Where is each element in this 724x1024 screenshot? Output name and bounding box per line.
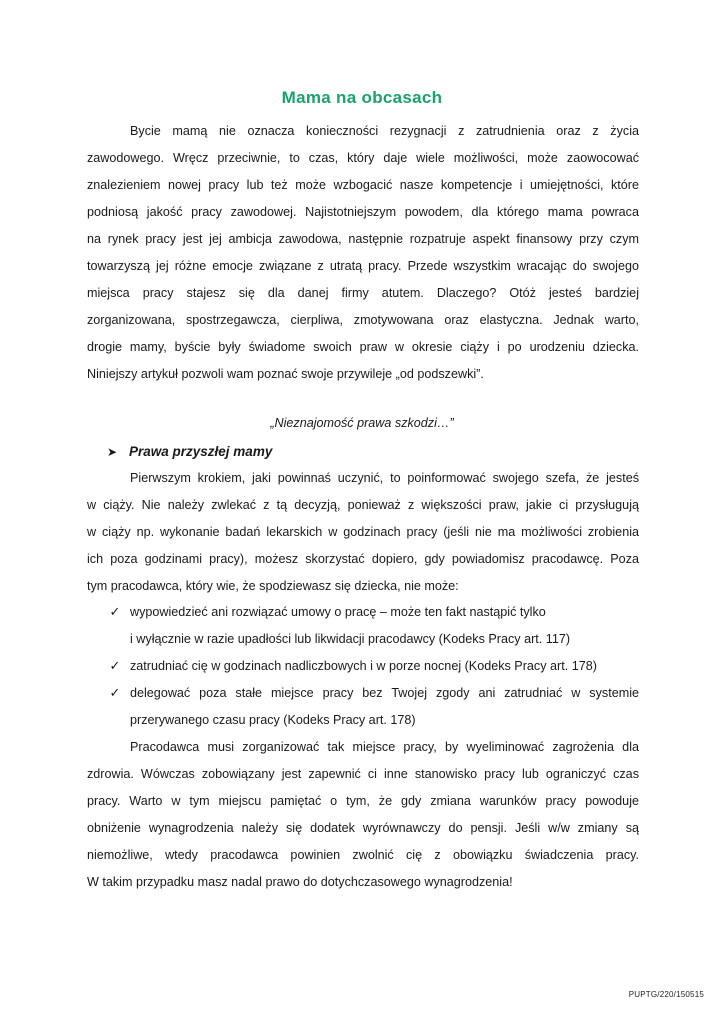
closing-line: pracy. Warto w tym miejscu pamiętać o tym, że gdy zmiana warunków pracy powoduje (87, 794, 639, 808)
section-subtitle: „Nieznajomość prawa szkodzi…” (270, 416, 454, 430)
bullet-line: i wyłącznie w razie upadłości lub likwidacji pracodawcy (Kodeks Pracy art. 117) (130, 632, 571, 646)
checkmark-icon: ✓ (109, 604, 121, 619)
intro-line: Niniejszy artykuł pozwoli wam poznać swoje przywileje „od podszewki”. (87, 367, 484, 381)
intro-line: miejsca pracy stajesz się dla danej firmy atutem. Dlaczego? Otóż jesteś bardziej (87, 286, 639, 300)
intro-line: podniosą jakość pracy zawodowej. Najistotniejszym powodem, dla którego mama powraca (87, 205, 639, 219)
intro-line: znalezieniem nowej pracy lub też może wzbogacić nasze kompetencje i umiejętności, które (87, 178, 639, 192)
bullet-line: zatrudniać cię w godzinach nadliczbowych i w porze nocnej (Kodeks Pracy art. 178) (130, 659, 597, 673)
bullet-line: przerywanego czasu pracy (Kodeks Pracy art. 178) (130, 713, 416, 727)
section-line: tym pracodawca, który wie, że spodziewasz się dziecka, nie może: (87, 579, 459, 593)
closing-line: zdrowia. Wówczas zobowiązany jest zapewnić ci inne stanowisko pracy lub ograniczyć czas (87, 767, 639, 781)
arrow-bullet-icon: ➤ (107, 445, 118, 459)
intro-line: towarzyszą jej różne emocje związane z utratą pracy. Przede wszystkim wracając do swojego (87, 259, 639, 273)
section-line: w ciąży np. wykonanie badań lekarskich w godzinach pracy (jeśli nie ma możliwości zrobienia (87, 525, 639, 539)
closing-line: niemożliwe, wtedy pracodawca powinien zwolnić cię z obowiązku świadczenia pracy. (87, 848, 639, 862)
intro-line: na rynek pracy jest jej ambicja zawodowa, następnie rozpatruje aspekt finansowy przy czym (87, 232, 639, 246)
checkmark-icon: ✓ (109, 685, 121, 700)
checkmark-icon: ✓ (109, 658, 121, 673)
section-heading-text: Prawa przyszłej mamy (129, 444, 273, 459)
section-line: w ciąży. Nie należy zwlekać z tą decyzją, ponieważ z większości praw, jakie ci przysługują (87, 498, 639, 512)
intro-line: Bycie mamą nie oznacza konieczności rezygnacji z zatrudnienia oraz z życia (130, 124, 639, 138)
closing-line: Pracodawca musi zorganizować tak miejsce pracy, by wyeliminować zagrożenia dla (130, 740, 639, 754)
intro-line: drogie mamy, byście były świadome swoich praw w okresie ciąży i po urodzeniu dziecka. (87, 340, 639, 354)
closing-line: W takim przypadku masz nadal prawo do dotychczasowego wynagrodzenia! (87, 875, 513, 889)
bullet-line: delegować poza stałe miejsce pracy bez Twojej zgody ani zatrudniać w systemie (130, 686, 639, 700)
section-line: ich poza godzinami pracy), możesz skorzystać dopiero, gdy powiadomisz pracodawcę. Poza (87, 552, 639, 566)
closing-line: obniżenie wynagrodzenia należy się dodatek wyrównawczy do pensji. Jeśli w/w zmiany są (87, 821, 639, 835)
intro-line: zorganizowana, spostrzegawcza, cierpliwa, zmotywowana oraz elastyczna. Jednak warto, (87, 313, 639, 327)
document-code: PUPTG/220/150515 (628, 990, 704, 999)
document-title: Mama na obcasach (281, 88, 443, 107)
section-line: Pierwszym krokiem, jaki powinnaś uczynić, to poinformować swojego szefa, że jesteś (130, 471, 639, 485)
section-heading (107, 441, 272, 463)
intro-line: zawodowego. Wręcz przeciwnie, to czas, który daje wiele możliwości, może zaowocować (87, 151, 639, 165)
bullet-line: wypowiedzieć ani rozwiązać umowy o pracę – może ten fakt nastąpić tylko (130, 605, 546, 619)
